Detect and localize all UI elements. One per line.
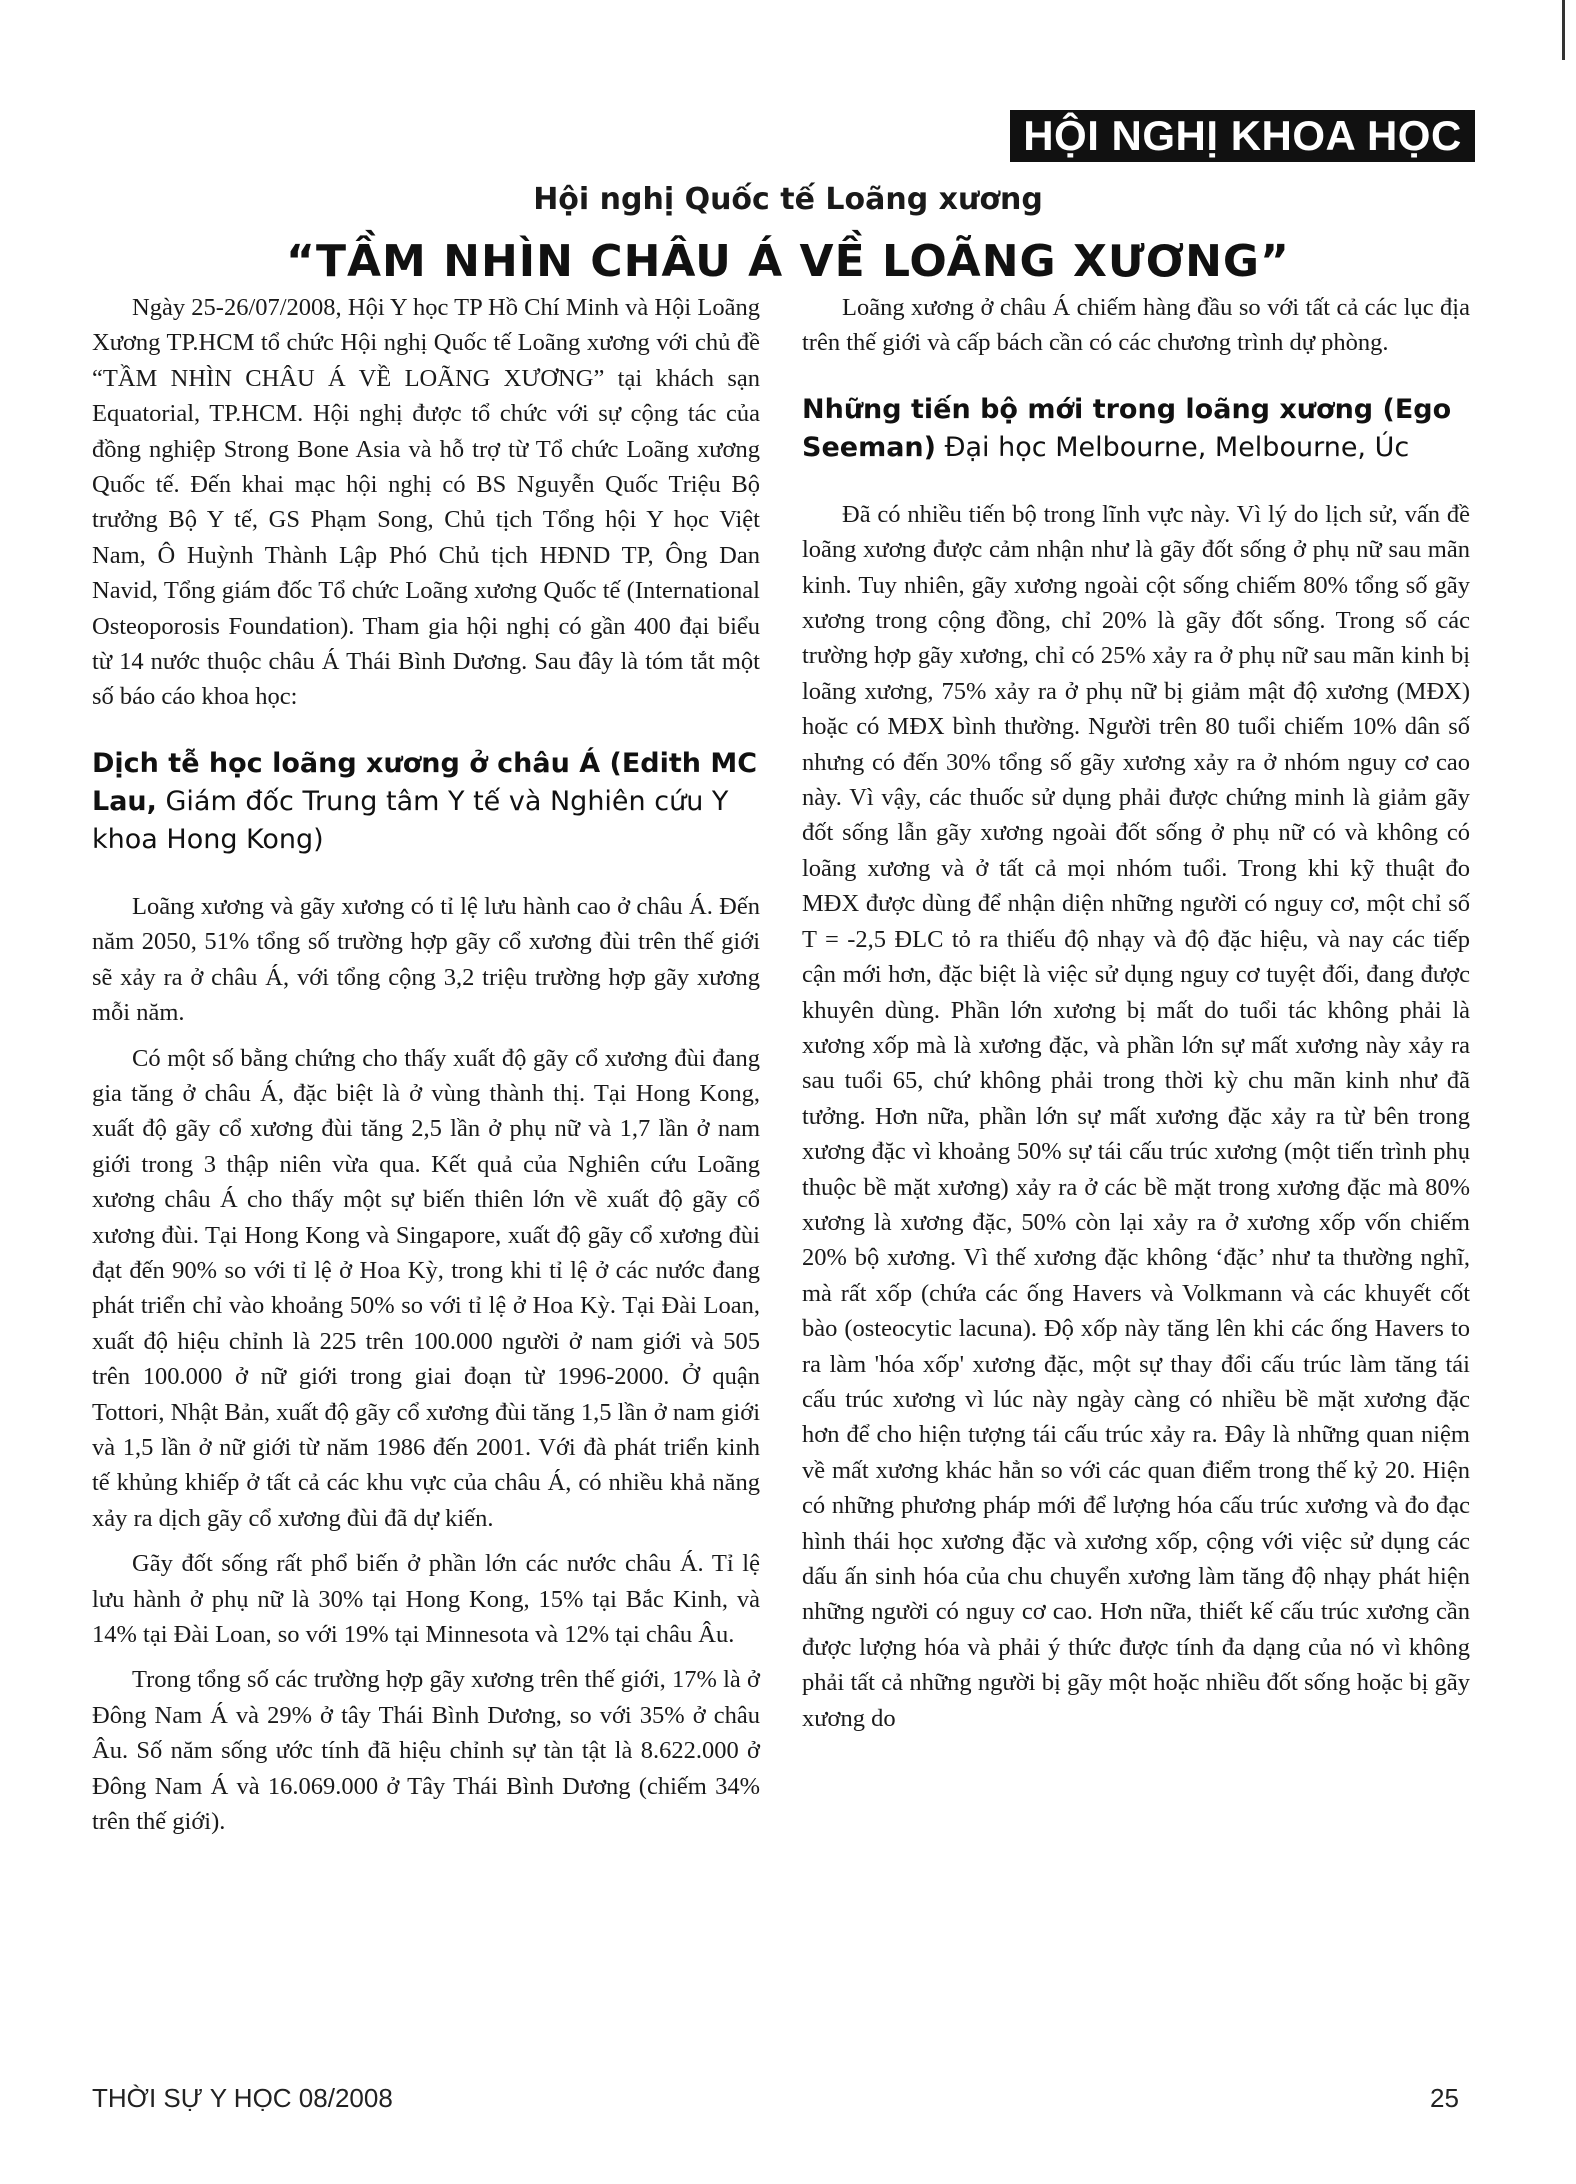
- paragraph: Đã có nhiều tiến bộ trong lĩnh vực này. Vì lý do lịch sử, vấn đề loãng xương được cảm nhận như là gãy đốt sống ở phụ nữ sau mãn kinh. Tuy nhiên, gãy xương ngoài cột sống chiếm 80% tổng số gãy xương trong cộng đồng, chỉ 20% là gãy đốt sống. Trong số các trường hợp gãy xương, chỉ có 25% xảy ra ở phụ nữ sau mãn kinh bị loãng xương, 75% xảy ra ở phụ nữ bị giảm mật độ xương (MĐX) hoặc có MĐX bình thường. Người trên 80 tuổi chiếm 10% dân số nhưng có đến 30% tổng số gãy xương xảy ra ở nhóm nguy cơ cao này. Vì vậy, các thuốc sử dụng phải được chứng minh là giảm gãy đốt sống lẫn gãy xương ngoài đốt sống ở phụ nữ có và không có loãng xương và ở tất cả mọi nhóm tuổi. Trong khi kỹ thuật đo MĐX được dùng để nhận diện những người có nguy cơ, một chỉ số T = -2,5 ĐLC tỏ ra thiếu độ nhạy và độ đặc hiệu, và nay các tiếp cận mới hơn, đặc biệt là việc sử dụng nguy cơ tuyệt đối, đang được khuyên dùng. Phần lớn xương bị mất do tuổi tác không phải là xương xốp mà là xương đặc, và phần lớn sự mất xương này xảy ra sau tuổi 65, chứ không phải trong thời kỳ chu mãn kinh như đã tưởng. Hơn nữa, phần lớn sự mất xương đặc xảy ra từ bên trong xương đặc vì khoảng 50% sự tái cấu trúc xương (một tiến trình phụ thuộc bề mặt xương) xảy ra ở các bề mặt trong xương đặc mà 80% xương là xương đặc, 50% còn lại xảy ra ở xương xốp vốn chiếm 20% bộ xương. Vì thế xương đặc không ‘đặc’ như ta thường nghĩ, mà rất xốp (chứa các ống Havers và Volkmann và các khuyết cốt bào (osteocytic lacuna). Độ xốp này tăng lên khi các ống Havers to ra làm 'hóa xốp' xương đặc, một sự thay đổi cấu trúc làm tăng tái cấu trúc xương vì lúc này ngày càng có nhiều bề mặt xương đặc hơn để cho hiện tượng tái cấu trúc xảy ra. Đây là những quan niệm về mất xương khác hẳn so với các quan điểm trong thế kỷ 20. Hiện có những phương pháp mới để lượng hóa cấu trúc xương và đo đạc hình thái học xương đặc và xương xốp, cộng với việc sử dụng các dấu ấn sinh hóa của chu chuyển xương làm tăng độ nhạy phát hiện những người có nguy cơ cao. Hơn nữa, thiết kế cấu trúc xương cần được lượng hóa và phải ý thức được tính đa dạng của nó vì không phải tất cả những người bị gãy một hoặc nhiều đốt sống hoặc bị gãy xương do: [802, 500, 1470, 1732]
- right-column: [802, 290, 1470, 1736]
- paragraph: Có một số bằng chứng cho thấy xuất độ gãy cổ xương đùi đang gia tăng ở châu Á, đặc biệt là ở vùng thành thị. Tại Hong Kong, xuất độ gãy cổ xương đùi tăng 2,5 lần ở phụ nữ và 1,7 lần ở nam giới trong 3 thập niên vừa qua. Kết quả của Nghiên cứu Loãng xương châu Á cho thấy một sự biến thiên lớn về xuất độ gãy cổ xương đùi. Tại Hong Kong và Singapore, xuất độ gãy cổ xương đùi đạt đến 90% so với tỉ lệ ở Hoa Kỳ, trong khi tỉ lệ ở các nước đang phát triển chỉ vào khoảng 50% so với tỉ lệ ở Hoa Kỳ. Tại Đài Loan, xuất độ hiệu chỉnh là 225 trên 100.000 người ở nam giới và 505 trên 100.000 ở nữ giới trong giai đoạn từ 1996-2000. Ở quận Tottori, Nhật Bản, xuất độ gãy cổ xương đùi tăng 1,5 lần ở nam giới và 1,5 lần ở nữ giới từ năm 1986 đến 2001. Với đà phát triển kinh tế khủng khiếp ở tất cả các khu vực của châu Á, có nhiều khả năng xảy ra dịch gãy cổ xương đùi đã dự kiến.: [92, 1044, 760, 1532]
- left-column: [92, 290, 760, 1839]
- section-heading-title: Dịch tễ học loãng xương ở châu Á (Edith MC Lau,: [92, 747, 758, 817]
- paragraph: Gãy đốt sống rất phổ biến ở phần lớn các nước châu Á. Tỉ lệ lưu hành ở phụ nữ là 30% tại Hong Kong, 15% tại Bắc Kinh, và 14% tại Đài Loan, so với 19% tại Minnesota và 12% tại châu Âu.: [92, 1550, 760, 1648]
- intro-paragraph: Ngày 25-26/07/2008, Hội Y học TP Hồ Chí Minh và Hội Loãng Xương TP.HCM tổ chức Hội nghị Quốc tế Loãng xương với chủ đề “TẦM NHÌN CHÂU Á VỀ LOÃNG XƯƠNG” tại khách sạn Equatorial, TP.HCM. Hội nghị được tổ chức với sự cộng tác của đồng nghiệp Strong Bone Asia và hỗ trợ từ Tổ chức Loãng xương Quốc tế. Đến khai mạc hội nghị có BS Nguyễn Quốc Triệu Bộ trưởng Bộ Y tế, GS Phạm Song, Chủ tịch Tổng hội Y học Việt Nam, Ô Huỳnh Thành Lập Phó Chủ tịch HĐND TP, Ông Dan Navid, Tổng giám đốc Tổ chức Loãng xương Quốc tế (International Osteoporosis Foundation). Tham gia hội nghị có gần 400 đại biểu từ 14 nước thuộc châu Á Thái Bình Dương. Sau đây là tóm tắt một số báo cáo khoa học:: [92, 294, 760, 711]
- publication-footer: THỜI SỰ Y HỌC 08/2008: [92, 2083, 393, 2113]
- paragraph: Loãng xương và gãy xương có tỉ lệ lưu hành cao ở châu Á. Đến năm 2050, 51% tổng số trường hợp gãy cổ xương đùi trên thế giới sẽ xảy ra ở châu Á, với tổng cộng 3,2 triệu trường hợp gãy xương mỗi năm.: [92, 892, 760, 1027]
- page-number: 25: [1430, 2083, 1459, 2113]
- section-badge: HỘI NGHỊ KHOA HỌC: [1010, 110, 1475, 162]
- article-kicker: Hội nghị Quốc tế Loãng xương: [533, 182, 1043, 217]
- paragraph: Loãng xương ở châu Á chiếm hàng đầu so với tất cả các lục địa trên thế giới và cấp bách cần có các chương trình dự phòng.: [802, 294, 1470, 357]
- section-heading-subtitle: Đại học Melbourne, Melbourne, Úc: [944, 431, 1410, 463]
- paragraph: Trong tổng số các trường hợp gãy xương trên thế giới, 17% là ở Đông Nam Á và 29% ở tây Thái Bình Dương, so với 35% ở châu Âu. Số năm sống ước tính đã hiệu chỉnh sự tàn tật là 8.622.000 ở Đông Nam Á và 16.069.000 ở Tây Thái Bình Dương (chiếm 34% trên thế giới).: [92, 1666, 760, 1836]
- section-heading-subtitle: Giám đốc Trung tâm Y tế và Nghiên cứu Y khoa Hong Kong): [92, 785, 729, 855]
- section-heading-title: Những tiến bộ mới trong loãng xương (Ego Seeman): [802, 393, 1452, 463]
- scan-edge-line: [1562, 0, 1565, 60]
- section-heading-epidemiology: [92, 745, 760, 859]
- article-headline: “TẦM NHÌN CHÂU Á VỀ LOÃNG XƯƠNG”: [286, 236, 1290, 287]
- section-heading-advances: [802, 391, 1470, 467]
